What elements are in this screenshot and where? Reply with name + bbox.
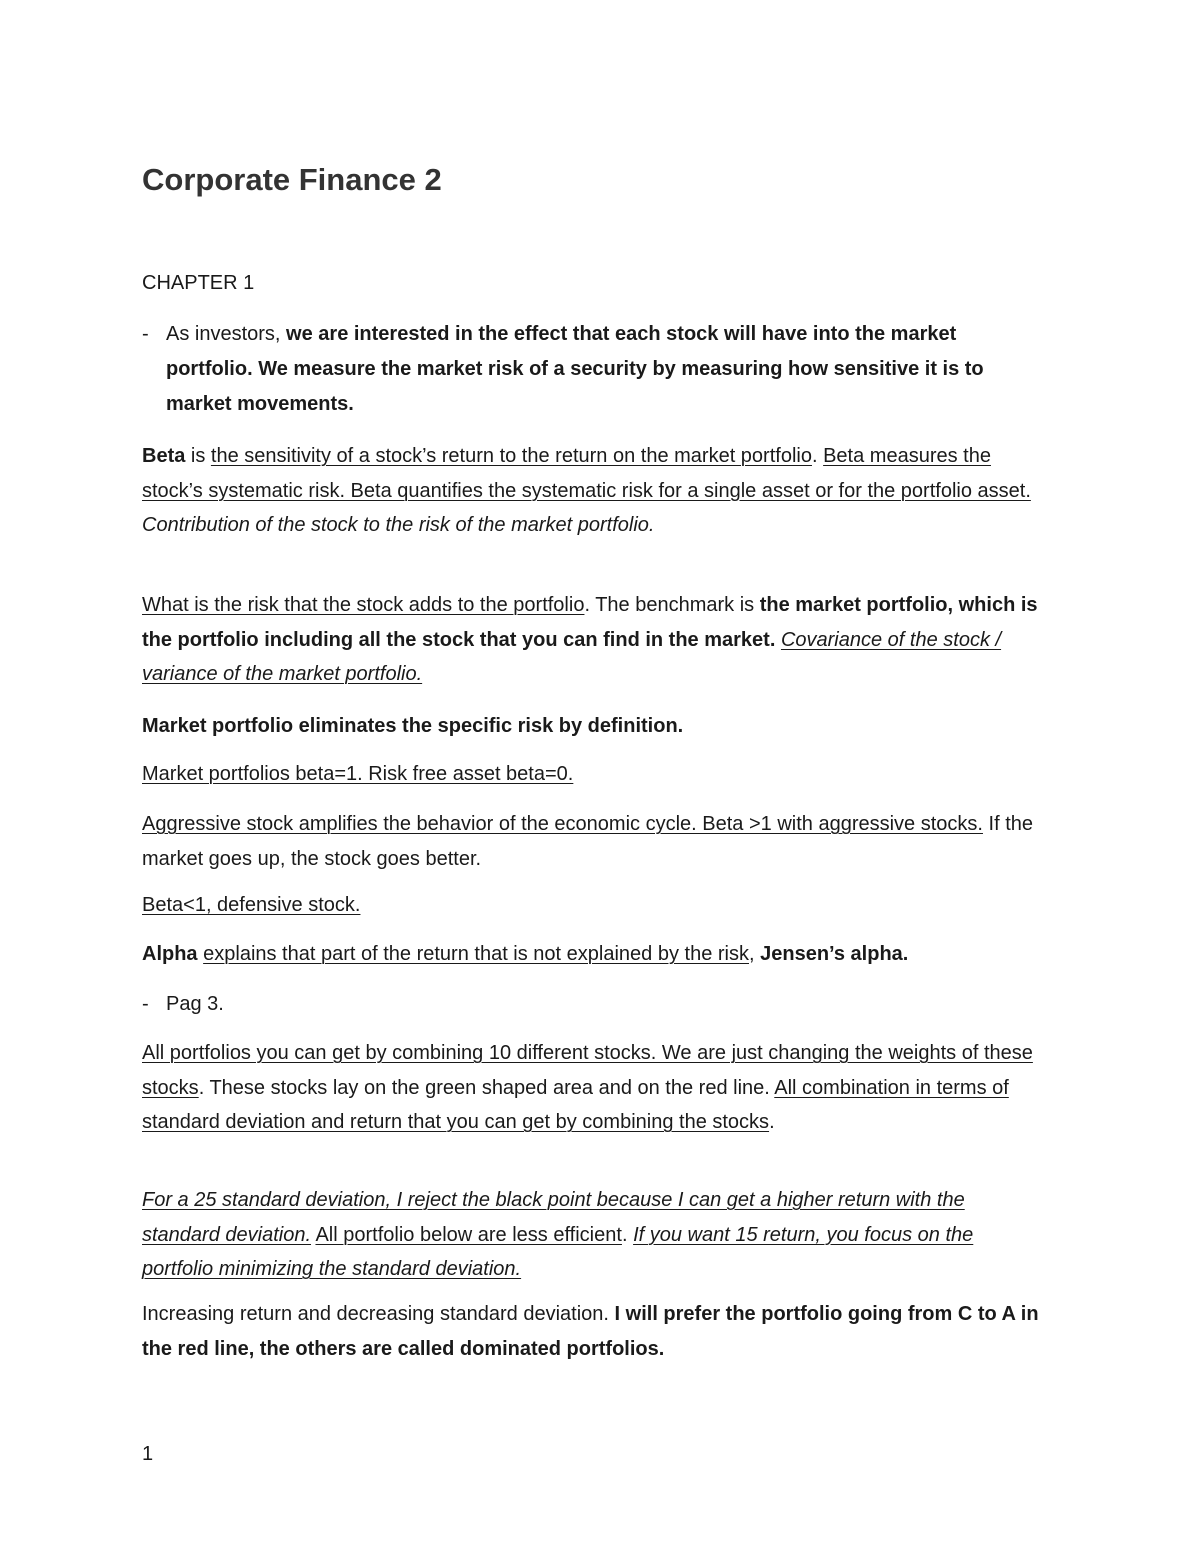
paragraph-defensive: Beta<1, defensive stock. — [142, 894, 361, 916]
text-run: As investors, — [166, 323, 287, 345]
bullet-page-reference: Pag 3. — [166, 993, 224, 1015]
italic-underlined-text: If you want 15 return, you focus on the portfolio minimizing the standard deviation. — [142, 1223, 974, 1280]
bold-text: Alpha — [142, 943, 198, 965]
bullet-marker: - — [142, 323, 149, 345]
italic-underlined-text: Covariance of the stock / variance of the market portfolio. — [142, 628, 1002, 685]
text-run: If the market goes up, the stock goes better. — [142, 813, 1033, 870]
paragraph-aggressive — [142, 807, 1042, 876]
underlined-text: explains that part of the return that is not explained by the risk — [203, 943, 749, 965]
bold-text: Beta — [142, 445, 186, 467]
italic-text: Contribution of the stock to the risk of the market portfolio. — [142, 514, 655, 536]
paragraph-portfolios — [142, 1036, 1042, 1140]
text-run: . — [811, 445, 824, 467]
underlined-text: All combination in terms of standard deviation and return that you can get by combining the stocks — [142, 1076, 1009, 1133]
text-run: . — [769, 1111, 775, 1133]
bullet-investors — [166, 317, 1046, 422]
text-run: . These stocks lay on the green shaped area and on the red line. — [198, 1076, 775, 1099]
paragraph-market-portfolio: Market portfolio eliminates the specific risk by definition. — [142, 715, 684, 737]
underlined-text: Aggressive stock amplifies the behavior of the economic cycle. Beta >1 with aggressive stocks. — [142, 813, 983, 835]
text-run: . — [621, 1223, 634, 1246]
underlined-text: What is the risk that the stock adds to the portfolio — [142, 594, 585, 616]
text-run: Increasing return and decreasing standard deviation. — [142, 1303, 615, 1325]
paragraph-beta — [142, 439, 1042, 543]
chapter-heading: CHAPTER 1 — [142, 272, 255, 294]
text-run: . The benchmark is — [584, 594, 760, 616]
bullet-marker: - — [142, 993, 149, 1015]
bold-text: I will prefer the portfolio going from C to A in the red line, the others are called dominated portfolios. — [142, 1303, 1039, 1360]
bold-text: we are interested in the effect that each stock will have into the market portfolio. We measure the market risk of a security by measuring how sensitive it is to market movements. — [166, 323, 984, 415]
text-run: , — [749, 943, 761, 965]
paragraph-risk — [142, 588, 1042, 692]
paragraph-standard-deviation — [142, 1183, 1042, 1287]
paragraph-betas: Market portfolios beta=1. Risk free asset beta=0. — [142, 763, 574, 785]
page-number: 1 — [142, 1443, 154, 1465]
underlined-text: Beta measures the stock’s systematic risk. Beta quantifies the systematic risk for a single asset or for the portfolio asset. — [142, 445, 1031, 502]
bold-text: Jensen’s alpha. — [760, 943, 909, 965]
text-run: is — [185, 445, 211, 467]
underlined-text: All portfolios you can get by combining 10 different stocks. We are just changing the weights of these stocks — [142, 1042, 1033, 1099]
underlined-text: All portfolio below are less efficient — [315, 1223, 622, 1246]
bold-text: the market portfolio, which is the portfolio including all the stock that you can find in the market. — [142, 594, 1038, 651]
underlined-text: the sensitivity of a stock’s return to the return on the market portfolio — [210, 445, 812, 467]
paragraph-conclusion — [142, 1297, 1042, 1366]
document-title: Corporate Finance 2 — [142, 162, 442, 197]
italic-underlined-text: For a 25 standard deviation, I reject the black point because I can get a higher return with the standard deviation. — [142, 1189, 965, 1246]
paragraph-alpha — [142, 937, 1042, 972]
